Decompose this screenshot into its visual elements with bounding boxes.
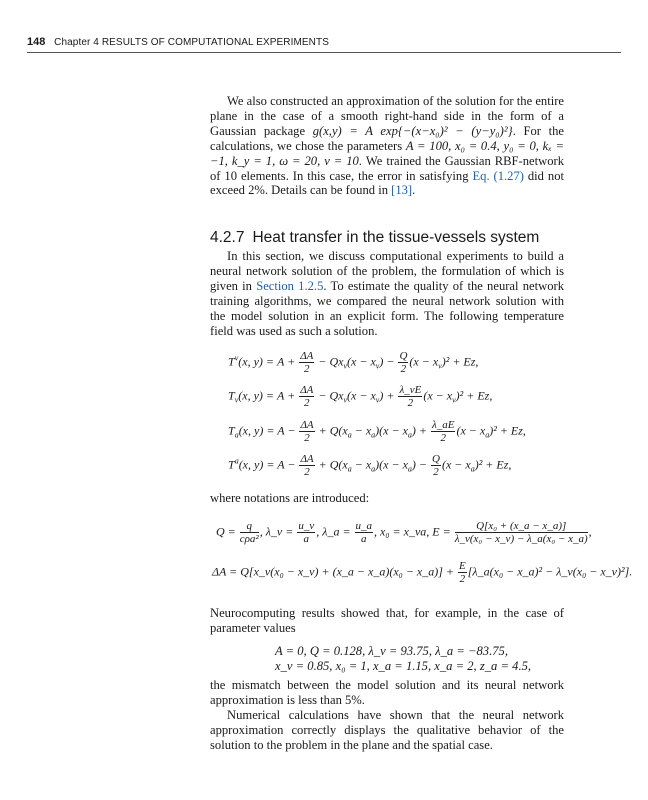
section-title: Heat transfer in the tissue-vessels system: [252, 229, 540, 246]
header-rule: [27, 52, 621, 53]
chapter-title: Chapter 4 RESULTS OF COMPUTATIONAL EXPERIMENTS: [54, 37, 329, 48]
citation-link[interactable]: [13]: [391, 183, 413, 198]
page-number: 148: [27, 36, 46, 48]
section-link[interactable]: Section 1.2.5: [256, 278, 324, 293]
section-paragraph: [210, 249, 564, 338]
equation-1: $T^\nu(x$, y) = A + $\frac{\Delta A}{2}$ − $Qx_\nu(x - x_\nu)$ − $\frac{Q}{2}$ $(x - x_\nu)^2 + Ez$,: [228, 350, 479, 375]
intro-text-2: . For the calculations, we chose the parameters: [210, 123, 565, 153]
equation-4: $T^a(x$, y) = A − $\frac{\Delta A}{2}$ + $Q(x_a - x_a)(x - x_a)$ − $\frac{Q}{2}$ $(x - x_a)^2 + Ez$,: [228, 453, 512, 478]
notation-intro: where notations are introduced:: [210, 491, 370, 505]
equation-3: $T_a(x$, y) = A − $\frac{\Delta A}{2}$ + $Q(x_a - x_a)(x - x_a)$ + $\frac{\lambda\_aE}{2}$ $(x - x_a)^2 + Ez$,: [228, 419, 526, 444]
intro-text-1: We also constructed an approximation of the solution for the entire plane in the case of a smooth right-hand side in the form of a Gaussian package: [210, 94, 564, 138]
gaussian-formula: g(x,y) = A exp{−(x−x₀)² − (y−y₀)²}: [312, 123, 513, 138]
intro-text-4: did not exceed 2%. Details can be found in: [210, 168, 565, 198]
section-text-2: . To estimate the quality of the neural network training algorithms, we compared the neural network solution with the model solution in an explicit form. The following temperature field was used as such a solution.: [210, 278, 564, 338]
mismatch-paragraph: the mismatch between the model solution and its neural network approximation is less than 5%.: [210, 678, 564, 707]
intro-text-3: . We trained the Gaussian RBF-network of 10 elements. In this case, the error in satisfying: [210, 153, 564, 183]
results-paragraph: Neurocomputing results showed that, for example, in the case of parameter values: [210, 606, 564, 635]
intro-paragraph: [210, 94, 564, 198]
conclusion-paragraphs: [210, 678, 564, 753]
section-number: 4.2.7: [210, 229, 245, 246]
delta-a-definition: ΔA = Q[x_ν(x₀ − x_ν) + (x_a − x_a)(x₀ − x_a)] + $\frac{E}{2}$ [λ_a(x₀ − x_a)² − λ_ν(x₀ − x_ν)²].: [212, 560, 633, 585]
notation-definitions: Q = $\frac{q}{\text{cρa²}}$ , λ_ν = $\frac{u\_\nu}{a}$ , λ_a = $\frac{u\_a}{a}$ , x₀ = x_νa, E = $\frac{\text{Q[x₀ + (x\_a − x\_a)]}}{\text{λ\_ν(x₀ − x\_ν) − λ\_a(x₀ − x\_a)}}$ ,: [216, 520, 592, 545]
intro-text-5: .: [412, 183, 416, 198]
final-paragraph: Numerical calculations have shown that the neural network approximation correctly displays the qualitative behavior of the solution to the problem in the plane and the spatial case.: [210, 707, 564, 752]
equation-2: $T_\nu(x$, y) = A + $\frac{\Delta A}{2}$ − $Qx_\nu(x - x_\nu)$ + $\frac{\lambda\_\nu E}{2}$ $(x - x_\nu)^2 + Ez$,: [228, 384, 493, 409]
parameter-line-1: A = 0, Q = 0.128, λ_ν = 93.75, λ_a = −83.75,: [275, 644, 508, 658]
equation-link[interactable]: Eq. (1.27): [472, 168, 524, 183]
section-text-1: In this section, we discuss computational experiments to build a neural network solution of the problem, the formulation of which is given in: [210, 249, 564, 293]
parameter-line-2: x_ν = 0.85, x₀ = 1, x_a = 1.15, x_a = 2, z_a = 4.5,: [275, 659, 532, 673]
section-heading: [210, 229, 539, 247]
intro-params: A = 100, x₀ = 0.4, y₀ = 0, kₓ = −1, k_y = 1, ω = 20, ν = 10: [210, 138, 564, 168]
running-head: [27, 36, 329, 48]
